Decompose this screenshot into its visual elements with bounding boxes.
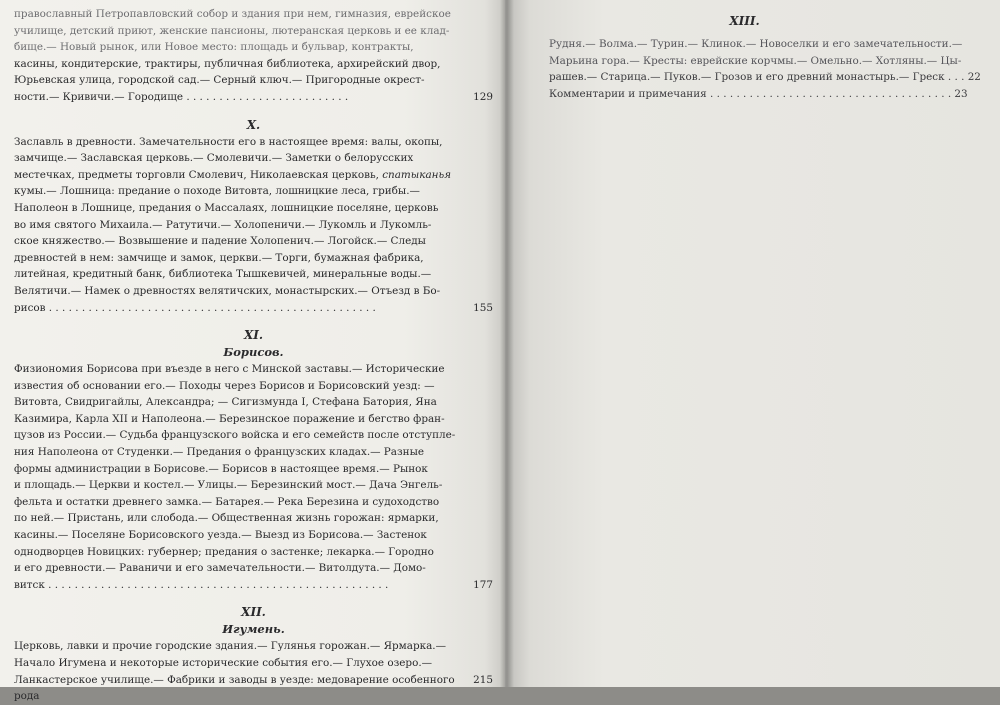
toc-line: Юрьевская улица, городской сад.— Серный ключ.— Пригородные окрест- <box>14 74 425 87</box>
chapter-number: XI. <box>243 328 264 343</box>
page-number: 177 <box>473 578 493 591</box>
chapter-number: XII. <box>241 605 266 620</box>
toc-line-with-page <box>14 89 493 106</box>
toc-line: Наполеон в Лошнице, предания о Массалаях, лошницкие поселяне, церковь <box>14 201 439 214</box>
toc-line-with-page <box>14 672 493 689</box>
toc-line <box>14 167 493 184</box>
right-page <box>505 0 1000 687</box>
toc-line: по ней.— Пристань, или слобода.— Общественная жизнь горожан: ярмарки, <box>14 512 439 525</box>
toc-line: литейная, кредитный банк, библиотека Тышкевичей, минеральные воды.— <box>14 268 432 281</box>
toc-line: бище.— Новый рынок, или Новое место: площадь и бульвар, контракты, <box>14 41 414 54</box>
toc-line: Велятичи.— Намек о древностях велятичских, монастырских.— Отъезд в Бо- <box>14 284 441 297</box>
page-number: 215 <box>473 673 493 686</box>
toc-entry-chapter-xi <box>14 326 493 593</box>
toc-entry-chapter-xii <box>14 603 493 704</box>
toc-line: кумы.— Лошница: предание о походе Витовта, лошницкие леса, грибы.— <box>14 185 420 198</box>
toc-line: Заславль в древности. Замечательности его в настоящее время: валы, окопы, <box>14 135 443 148</box>
toc-line: во имя святого Михаила.— Ратутичи.— Холопеничи.— Лукомль и Лукомль- <box>14 218 432 231</box>
toc-line: Комментарии и примечания . . . . . . . . . . . . . . . . . . . . . . . . . . . . . . . . . . . . . 23 <box>549 87 968 100</box>
toc-line: и его древности.— Раваничи и его замечательности.— Витолдута.— Домо- <box>14 562 426 575</box>
book-spine-shadow <box>500 0 514 687</box>
toc-line: рода <box>14 690 40 703</box>
toc-line: Церковь, лавки и прочие городские здания.— Гулянья горожан.— Ярмарка.— <box>14 640 446 653</box>
toc-line: известия об основании его.— Походы через Борисов и Борисовский уезд: — <box>14 379 435 392</box>
toc-line: Витовта, Свидригайлы, Александра; — Сигизмунда I, Стефана Батория, Яна <box>14 396 437 409</box>
toc-line-with-page <box>14 577 493 594</box>
toc-line: Начало Игумена и некоторые исторические события его.— Глухое озеро.— <box>14 657 433 669</box>
toc-line: фельта и остатки древнего замка.— Батарея.— Река Березина и судоходство <box>14 495 440 508</box>
toc-entry-chapter-x <box>14 116 493 317</box>
toc-line: цузов из России.— Судьба французского войска и его семейств после отступле- <box>14 429 456 442</box>
toc-line: формы администрации в Борисове.— Борисов в настоящее время.— Рынок <box>14 462 428 475</box>
chapter-number: X. <box>246 117 261 132</box>
toc-entry-chapter-ix-end <box>14 6 493 106</box>
toc-line-text: рисов . . . . . . . . . . . . . . . . . . . . . . . . . . . . . . . . . . . . . . . . . . . . . . . . . . <box>14 301 376 314</box>
toc-line: училище, детский приют, женские пансионы, лютеранская церковь и ее клад- <box>14 24 450 37</box>
toc-line: древностей в нем: замчище и замок, церкви.— Торги, бумажная фабрика, <box>14 251 424 264</box>
toc-line: Физиономия Борисова при въезде в него с Минской заставы.— Исторические <box>14 363 445 376</box>
toc-line: и площадь.— Церкви и костел.— Улицы.— Березинский мост.— Дача Энгель- <box>14 479 443 492</box>
page-number: 155 <box>473 301 493 314</box>
toc-line: Казимира, Карла XII и Наполеона.— Березинское поражение и бегство фран- <box>14 412 445 425</box>
toc-line: Марьина гора.— Кресты: еврейские корчмы.— Омельно.— Хотляны.— Цы- <box>549 54 962 67</box>
toc-line-text: Ланкастерское училище.— Фабрики и заводы в уезде: медоварение особенного <box>14 673 455 686</box>
toc-line: рашев.— Старица.— Пуков.— Грозов и его древний монастырь.— Греск . . . 22 <box>549 71 981 84</box>
toc-line: касины, кондитерские, трактиры, публичная библиотека, архирейский двор, <box>14 57 441 70</box>
toc-line-text: местечках, предметы торговли Смолевич, Николаевская церковь, <box>14 168 383 181</box>
italic-term: спатыканья <box>382 168 452 181</box>
toc-line-with-page <box>14 300 493 317</box>
toc-line: однодворцев Новицких: губернер; предания о застенке; лекарка.— Городно <box>14 545 434 558</box>
chapter-number: XIII. <box>729 14 760 28</box>
toc-line-text: ности.— Кривичи.— Городище . . . . . . . . . . . . . . . . . . . . . . . . . <box>14 90 349 103</box>
toc-line: Рудня.— Волма.— Турин.— Клинок.— Новоселки и его замечательности.— <box>549 38 963 50</box>
toc-line: касины.— Поселяне Борисовского уезда.— Выезд из Борисова.— Застенок <box>14 529 427 542</box>
toc-line: ния Наполеона от Студенки.— Предания о французских кладах.— Разные <box>14 446 425 459</box>
toc-line-text: витск . . . . . . . . . . . . . . . . . . . . . . . . . . . . . . . . . . . . . . . . . . . . . . . . . . . . <box>14 578 389 591</box>
chapter-title: Игумень. <box>222 622 285 637</box>
toc-line: ское княжество.— Возвышение и падение Холопенич.— Логойск.— Следы <box>14 235 426 248</box>
page-number: 129 <box>473 90 493 103</box>
chapter-title: Борисов. <box>223 345 284 360</box>
toc-line: замчище.— Заславская церковь.— Смолевичи.— Заметки о белорусских <box>14 152 414 165</box>
toc-line: православный Петропавловский собор и здания при нем, гимназия, еврейское <box>14 8 451 20</box>
